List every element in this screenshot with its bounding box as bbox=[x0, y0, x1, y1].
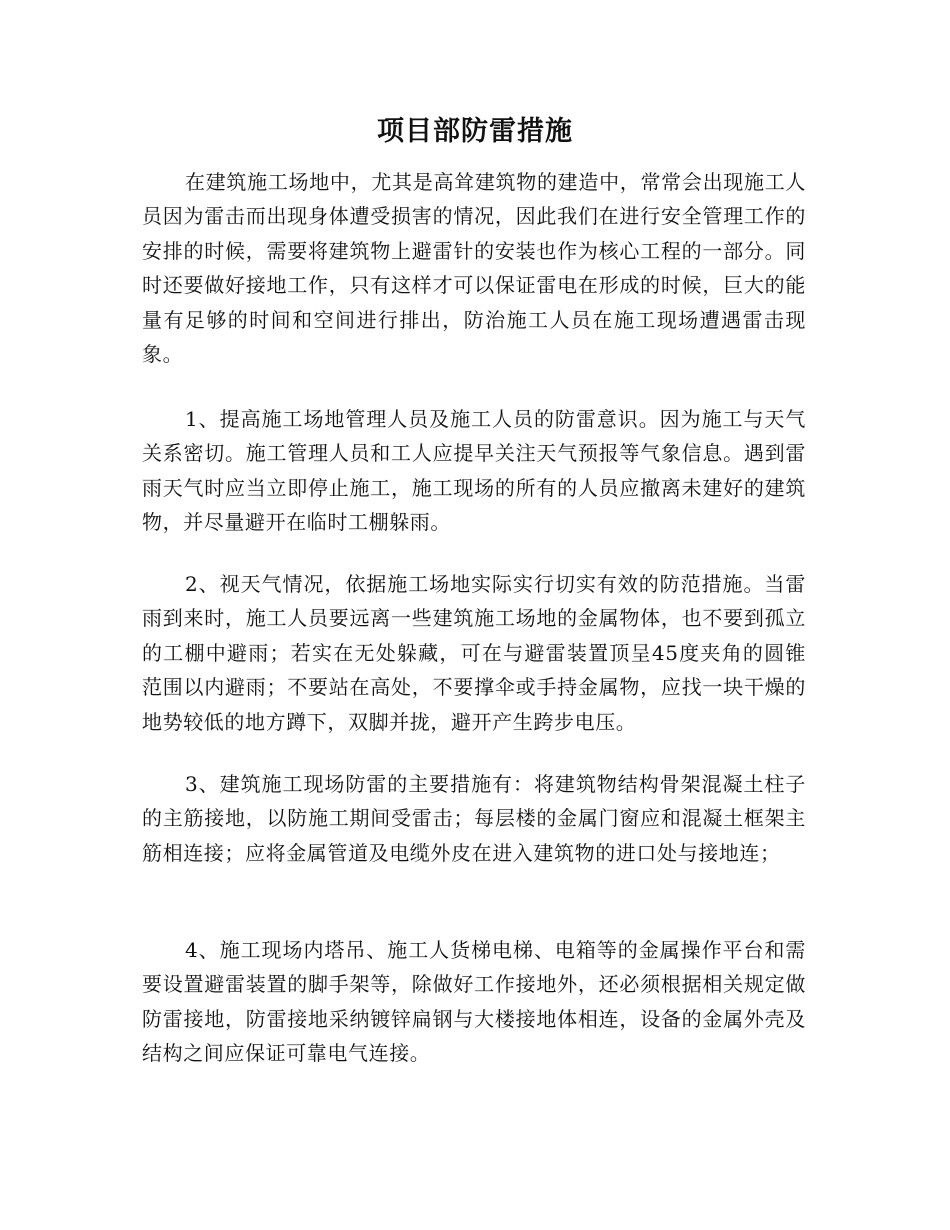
measure-paragraph-3: 3、建筑施工现场防雷的主要措施有：将建筑物结构骨架混凝土柱子的主筋接地，以防施工期间受雷击；每层楼的金属门窗应和混凝土框架主筋相连接；应将金属管道及电缆外皮在进入建筑物的进口处与接地连； bbox=[142, 772, 806, 865]
document-title: 项目部防雷措施 bbox=[377, 116, 573, 147]
measure-paragraph-4: 4、施工现场内塔吊、施工人货梯电梯、电箱等的金属操作平台和需要设置避雷装置的脚手架等，除做好工作接地外，还必须根据相关规定做防雷接地，防雷接地采纳镀锌扁钢与大楼接地体相连，设备的金属外壳及结构之间应保证可靠电气连接。 bbox=[142, 938, 806, 1066]
measure-paragraph-1: 1、提高施工场地管理人员及施工人员的防雷意识。因为施工与天气关系密切。施工管理人员和工人应提早关注天气预报等气象信息。遇到雷雨天气时应当立即停止施工，施工现场的所有的人员应撤离未建好的建筑物，并尽量避开在临时工棚躲雨。 bbox=[142, 407, 806, 535]
intro-paragraph: 在建筑施工场地中，尤其是高耸建筑物的建造中，常常会出现施工人员因为雷击而出现身体遭受损害的情况，因此我们在进行安全管理工作的安排的时候，需要将建筑物上避雷针的安装也作为核心工程的一部分。同时还要做好接地工作，只有这样才可以保证雷电在形成的时候，巨大的能量有足够的时间和空间进行排出，防治施工人员在施工现场遭遇雷击现象。 bbox=[142, 170, 806, 367]
measure-paragraph-2: 2、视天气情况，依据施工场地实际实行切实有效的防范措施。当雷雨到来时，施工人员要远离一些建筑施工场地的金属物体，也不要到孤立的工棚中避雨；若实在无处躲藏，可在与避雷装置顶呈45度夹角的圆锥范围以内避雨；不要站在高处，不要撑伞或手持金属物，应找一块干燥的地势较低的地方蹲下，双脚并拢，避开产生跨步电压。 bbox=[142, 572, 806, 734]
